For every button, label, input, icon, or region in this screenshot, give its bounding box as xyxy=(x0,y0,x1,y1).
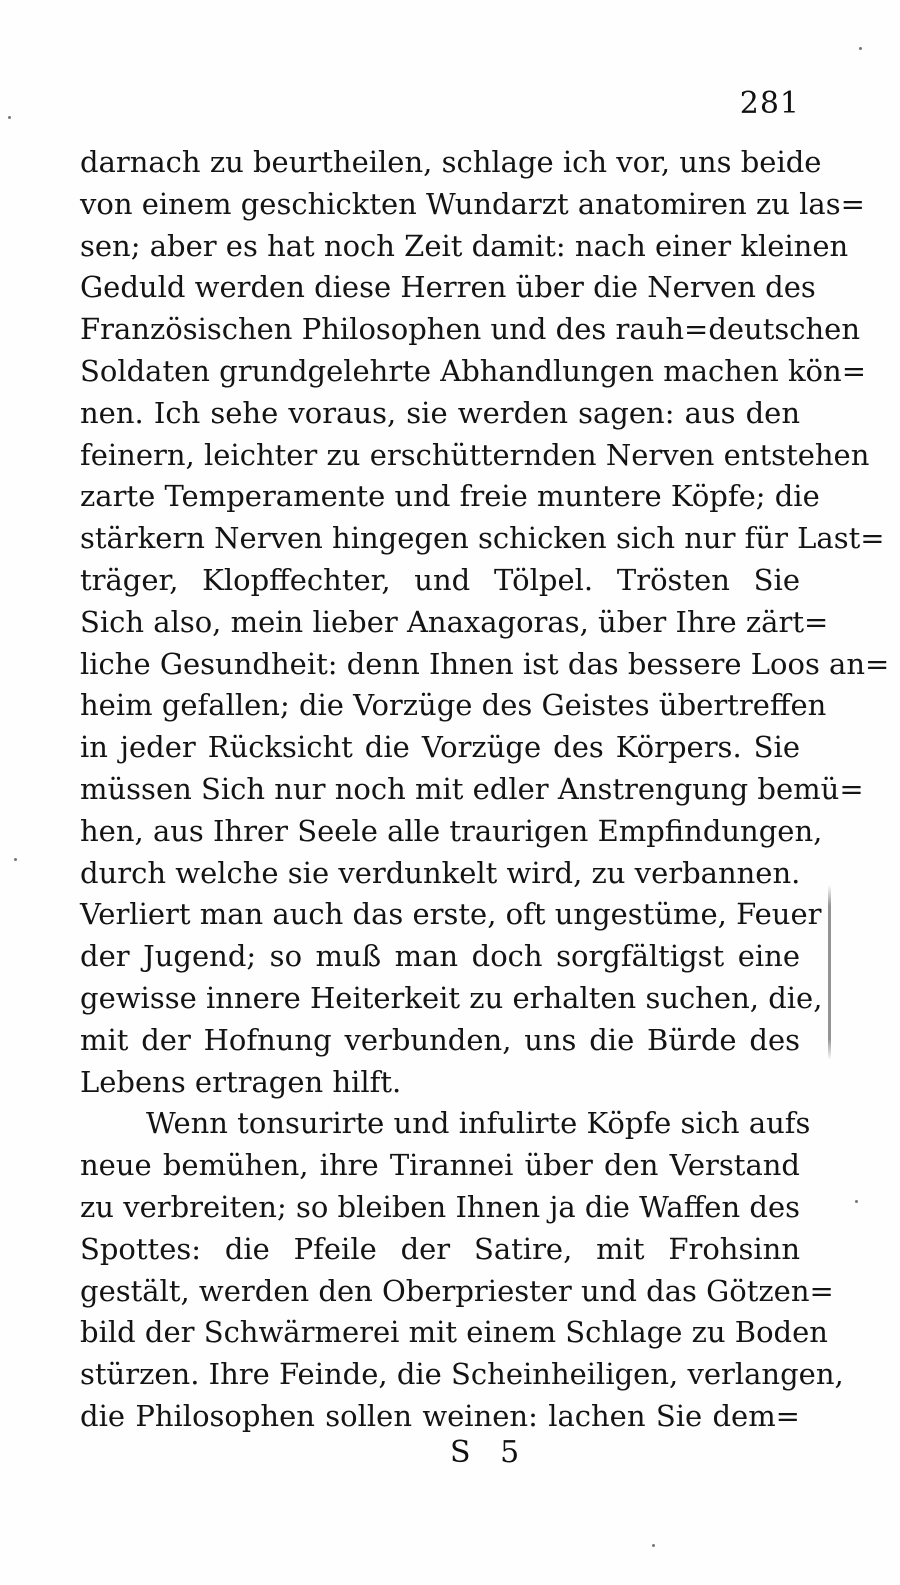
scan-speck xyxy=(8,116,11,119)
text-line: durch welche sie verdunkelt wird, zu verbannen. xyxy=(80,855,801,890)
text-line: gewisse innere Heiterkeit zu erhalten suchen, die, xyxy=(80,980,823,1015)
text-line: stärkern Nerven hingegen schicken sich nur für Last= xyxy=(80,521,885,556)
text-line: mit der Hofnung verbunden, uns die Bürde des xyxy=(80,1022,800,1057)
text-line: hen, aus Ihrer Seele alle traurigen Empfindungen, xyxy=(80,813,823,848)
text-line: sen; aber es hat noch Zeit damit: nach einer kleinen xyxy=(80,228,849,263)
text-line: müssen Sich nur noch mit edler Anstrengung bemü= xyxy=(80,771,864,806)
page-number: 281 xyxy=(739,86,800,121)
text-line: die Philosophen sollen weinen: lachen Sie dem= xyxy=(80,1398,800,1433)
text-line: feinern, leichter zu erschütternden Nerven entstehen xyxy=(80,437,870,472)
paragraph-end-line: Lebens ertragen hilft. xyxy=(80,1064,402,1099)
text-line: liche Gesundheit: denn Ihnen ist das bessere Loos an= xyxy=(80,646,890,681)
text-line: in jeder Rücksicht die Vorzüge des Körpers. Sie xyxy=(80,730,800,765)
text-line: von einem geschickten Wundarzt anatomiren zu las= xyxy=(80,186,865,221)
signature-mark: S 5 xyxy=(450,1435,530,1470)
text-line: neue bemühen, ihre Tirannei über den Verstand xyxy=(80,1148,800,1183)
text-line: Sich also, mein lieber Anaxagoras, über Ihre zärt= xyxy=(80,604,829,639)
text-line: bild der Schwärmerei mit einem Schlage zu Boden xyxy=(80,1315,828,1350)
scan-speck xyxy=(652,1544,655,1547)
text-line: heim gefallen; die Vorzüge des Geistes übertreffen xyxy=(80,688,827,723)
scan-speck xyxy=(14,858,17,861)
text-line: Spottes: die Pfeile der Satire, mit Frohsinn xyxy=(80,1231,800,1266)
text-line: zarte Temperamente und freie muntere Köpfe; die xyxy=(80,479,820,514)
scan-speck xyxy=(855,1200,858,1203)
text-line: darnach zu beurtheilen, schlage ich vor, uns beide xyxy=(80,145,822,179)
text-line: nen. Ich sehe voraus, sie werden sagen: aus den xyxy=(80,395,800,430)
margin-scan-mark xyxy=(828,885,831,1060)
text-line: stürzen. Ihre Feinde, die Scheinheiligen, verlangen, xyxy=(80,1357,844,1392)
text-line: Verliert man auch das erste, oft ungestüme, Feuer xyxy=(80,897,822,932)
scan-speck xyxy=(859,47,862,50)
text-line: der Jugend; so muß man doch sorgfältigst eine xyxy=(80,939,800,974)
text-line: Geduld werden diese Herren über die Nerven des xyxy=(80,270,816,305)
text-line: Französischen Philosophen und des rauh=deutschen xyxy=(80,312,861,347)
text-line: Soldaten grundgelehrte Abhandlungen machen kön= xyxy=(80,353,866,388)
body-text xyxy=(80,142,890,1438)
text-line: gestält, werden den Oberpriester und das Götzen= xyxy=(80,1273,834,1308)
text-line: zu verbreiten; so bleiben Ihnen ja die Waffen des xyxy=(80,1189,800,1224)
text-line: träger, Klopffechter, und Tölpel. Trösten Sie xyxy=(80,562,800,597)
paragraph-start-line: Wenn tonsurirte und infulirte Köpfe sich aufs xyxy=(146,1106,811,1141)
